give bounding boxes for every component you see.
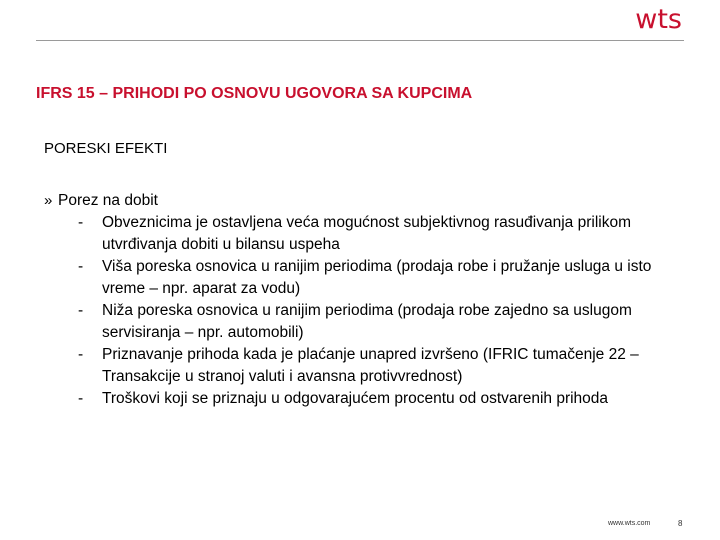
slide-title: IFRS 15 – PRIHODI PO OSNOVU UGOVORA SA KUPCIMA	[36, 85, 473, 102]
main-bullet	[44, 190, 674, 212]
dash-marker: -	[78, 390, 84, 407]
list-item	[44, 300, 674, 344]
dash-marker: -	[78, 346, 84, 363]
dash-marker: -	[78, 258, 84, 275]
wts-logo: wts	[635, 4, 682, 35]
list-item-text: Obveznicima je ostavljena veća mogućnost subjektivnog rasuđivanja prilikom utvrđivanja dobiti u bilansu uspeha	[102, 214, 631, 253]
list-item	[44, 212, 674, 256]
sub-bullet-list	[44, 212, 674, 410]
dash-marker: -	[78, 214, 84, 231]
slide-content	[44, 190, 674, 410]
main-bullet-text: Porez na dobit	[58, 192, 158, 209]
list-item	[44, 344, 674, 388]
footer-url: www.wts.com	[608, 520, 651, 527]
list-item-text: Troškovi koji se priznaju u odgovarajućem procentu od ostvarenih prihoda	[102, 390, 609, 407]
page-number: 8	[678, 519, 683, 528]
list-item-text: Niža poreska osnovica u ranijim periodima (prodaja robe zajedno sa uslugom servisiranja – npr. automobili)	[102, 302, 632, 341]
dash-marker: -	[78, 302, 84, 319]
header-divider	[36, 40, 684, 41]
list-item	[44, 256, 674, 300]
bullet-marker: »	[44, 192, 53, 209]
section-heading: PORESKI EFEKTI	[44, 140, 168, 157]
list-item-text: Priznavanje prihoda kada je plaćanje unapred izvršeno (IFRIC tumačenje 22 – Transakcije u stranoj valuti i avansna protivvrednost)	[102, 346, 639, 385]
list-item	[44, 388, 674, 410]
list-item-text: Viša poreska osnovica u ranijim periodima (prodaja robe i pružanje usluga u isto vreme – npr. aparat za vodu)	[102, 258, 652, 297]
